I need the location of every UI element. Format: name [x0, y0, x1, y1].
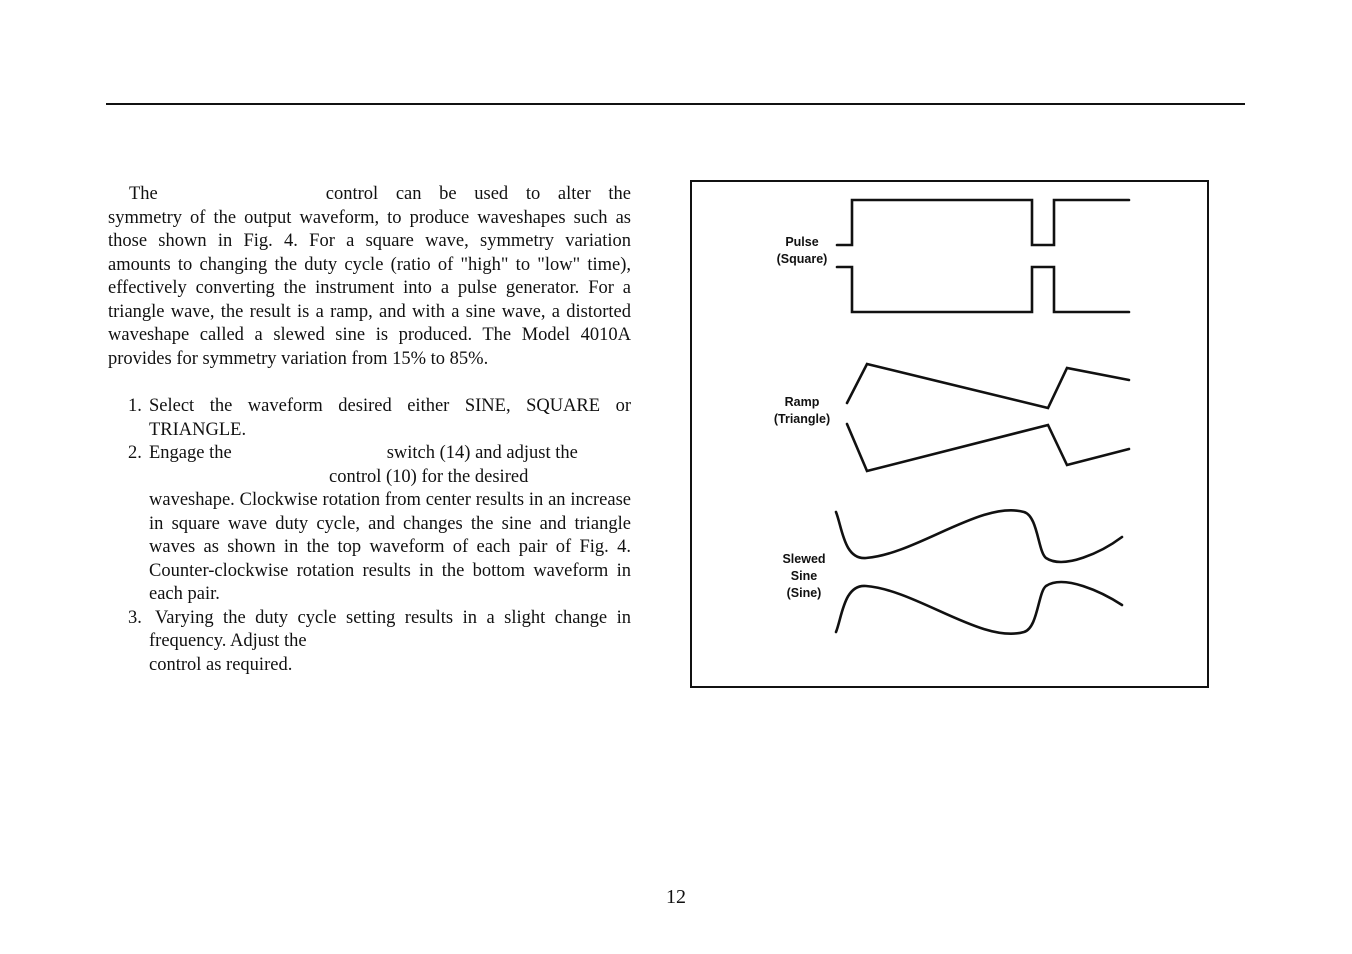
intro-lead: The: [129, 184, 158, 204]
label-sine: Sine: [790, 569, 818, 583]
step-number: 2.: [128, 443, 142, 463]
ramp-wave-top: [847, 364, 1129, 408]
step-rest: waveshape. Clockwise rotation from center results in an increase in square wave duty cycle, and changes the sine and triangle waves as shown in the top waveform of each pair of Fig. 4. Counter-clockwise rotation results in the bottom waveform in each pair.: [149, 490, 631, 604]
slewed-sine-bottom: [836, 582, 1122, 634]
step-tail: control as required.: [149, 654, 293, 675]
steps-list: [108, 395, 631, 677]
step-text: Select the waveform desired either SINE, SQUARE or TRIANGLE.: [149, 396, 631, 440]
step-mid: switch (14) and adjust the: [386, 443, 578, 463]
ramp-wave-bottom: [847, 424, 1129, 471]
step-number: 1.: [128, 396, 142, 416]
figure-4: [690, 180, 1209, 688]
label-sine-paren: (Sine): [786, 586, 822, 600]
label-pulse: Pulse: [785, 235, 819, 249]
header-rule: [106, 103, 1245, 105]
label-square: (Square): [776, 252, 828, 266]
step-lead: Engage the: [149, 443, 232, 463]
step-text: Varying the duty cycle setting results in a slight change in frequency. Adjust the: [149, 607, 631, 651]
intro-paragraph: [108, 183, 631, 371]
pulse-wave-bottom: [837, 267, 1129, 312]
step-line2: control (10) for the desired: [329, 466, 529, 487]
intro-rest: control can be used to alter the symmetry of the output waveform, to produce waveshapes such as those shown in Fig. 4. For a square wave, symmetry variation amounts to changing the duty cycle (ratio of "high" to "low" time), effectively converting the instrument into a pulse generator. For a triangle wave, the result is a ramp, and with a sine wave, a distorted waveshape called a slewed sine is produced. The Model 4010A provides for symmetry variation from 15% to 85%.: [108, 184, 631, 369]
label-triangle: (Triangle): [773, 412, 831, 426]
step-2: [108, 442, 631, 607]
step-number: 3.: [128, 607, 142, 628]
label-slewed: Slewed: [782, 552, 826, 566]
page-number: 12: [666, 886, 686, 908]
body-text: [108, 183, 631, 677]
step-3: [108, 607, 631, 678]
label-ramp: Ramp: [784, 395, 820, 409]
pulse-wave-top: [837, 200, 1129, 245]
slewed-sine-top: [836, 510, 1122, 562]
step-1: [108, 395, 631, 442]
waveform-diagram: [692, 182, 1207, 686]
